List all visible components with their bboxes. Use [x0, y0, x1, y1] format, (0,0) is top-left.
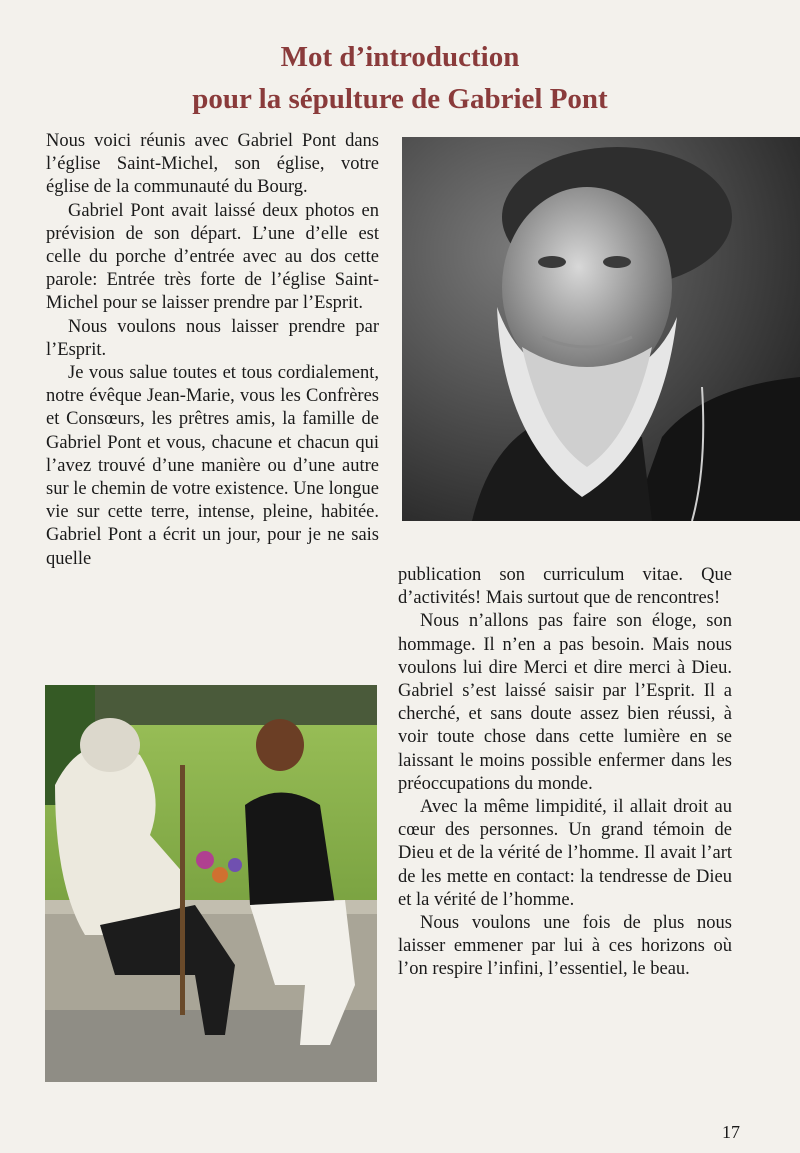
paragraph: publication son curriculum vitae. Que d’activités! Mais surtout que de rencontres!: [398, 565, 732, 609]
paragraph: Avec la même limpidité, il allait droit au cœur des personnes. Un grand témoin de Dieu et de la vérité de l’homme. Il avait l’art de les mette en contact: la tendresse de Dieu et la vérité de l’homme.: [398, 797, 732, 910]
paragraph: Nous voulons une fois de plus nous laisser emmener par lui à ces horizons où l’on respire l’infini, l’essentiel, le beau.: [398, 913, 732, 980]
title-line-1: Mot d’introduction: [280, 41, 520, 73]
paragraph: Nous voulons nous laisser prendre par l’Esprit.: [46, 316, 379, 360]
garden-photo: [45, 685, 377, 1082]
title-line-2: pour la sépulture de Gabriel Pont: [192, 83, 608, 115]
page-number: 17: [722, 1122, 740, 1142]
paragraph: Je vous salue toutes et tous cordialement, notre évêque Jean-Marie, vous les Confrères et Consœurs, les prêtres amis, la famille de Gabriel Pont et vous, chacune et chacun qui l’avez trouvé d’une manière ou d’une autre sur le chemin de votre existence. Une longue vie sur cette terre, intense, pleine, habitée. Gabriel Pont a écrit un jour, pour je ne sais quelle: [46, 363, 379, 569]
page-title: [0, 36, 800, 120]
right-column: [398, 564, 732, 982]
paragraph: Nous n’allons pas faire son éloge, son hommage. Il n’en a pas besoin. Mais nous voulons lui dire Merci et dire merci à Dieu. Gabriel s’est laissé saisir par l’Esprit. Il a cherché, et sans doute assez bien réussi, à voir toute chose dans cette lumière en se laissant le moins possible enfermer dans les préoccupations du monde.: [398, 611, 732, 794]
portrait-photo: [402, 137, 800, 521]
paragraph: Nous voici réunis avec Gabriel Pont dans l’église Saint-Michel, son église, votre église de la communauté du Bourg.: [46, 131, 379, 198]
left-column: [46, 130, 379, 571]
paragraph: Gabriel Pont avait laissé deux photos en prévision de son départ. L’une d’elle est celle du porche d’entrée avec au dos cette parole: Entrée très forte de l’église Saint-Michel pour se laisser prendre par l’Esprit.: [46, 200, 379, 314]
